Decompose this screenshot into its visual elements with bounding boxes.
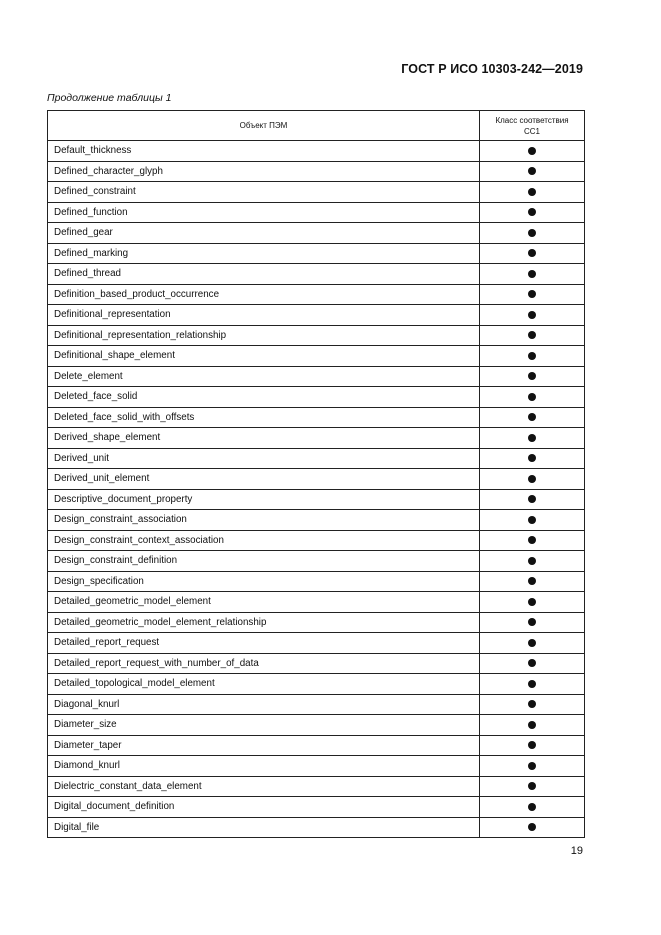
conformance-cell [480, 571, 585, 592]
object-name-cell: Detailed_geometric_model_element [48, 592, 480, 613]
table-row [48, 202, 585, 223]
object-name-cell: Deleted_face_solid [48, 387, 480, 408]
bullet-dot-icon [528, 249, 536, 257]
table-row [48, 305, 585, 326]
table-row [48, 817, 585, 838]
conformance-cell [480, 448, 585, 469]
conformance-cell [480, 776, 585, 797]
conformance-cell [480, 653, 585, 674]
object-name-cell: Definitional_shape_element [48, 346, 480, 367]
object-name-cell: Definitional_representation_relationship [48, 325, 480, 346]
table-caption: Продолжение таблицы 1 [47, 92, 172, 104]
table-row [48, 325, 585, 346]
bullet-dot-icon [528, 495, 536, 503]
object-name-cell: Diameter_taper [48, 735, 480, 756]
bullet-dot-icon [528, 557, 536, 565]
table-body [48, 141, 585, 838]
column-header-conformance-class: Класс соответствия CC1 [480, 111, 585, 141]
bullet-dot-icon [528, 311, 536, 319]
table-row [48, 489, 585, 510]
conformance-cell [480, 715, 585, 736]
conformance-table [47, 110, 585, 838]
table-row [48, 366, 585, 387]
object-name-cell: Derived_shape_element [48, 428, 480, 449]
table-row [48, 715, 585, 736]
conformance-cell [480, 223, 585, 244]
conformance-cell [480, 489, 585, 510]
object-name-cell: Digital_file [48, 817, 480, 838]
conformance-cell [480, 141, 585, 162]
bullet-dot-icon [528, 680, 536, 688]
conformance-cell [480, 510, 585, 531]
bullet-dot-icon [528, 659, 536, 667]
bullet-dot-icon [528, 188, 536, 196]
table-row [48, 346, 585, 367]
conformance-cell [480, 202, 585, 223]
table-row [48, 284, 585, 305]
table-row [48, 141, 585, 162]
bullet-dot-icon [528, 331, 536, 339]
conformance-cell [480, 756, 585, 777]
conformance-cell [480, 694, 585, 715]
conformance-cell [480, 387, 585, 408]
bullet-dot-icon [528, 741, 536, 749]
object-name-cell: Detailed_report_request [48, 633, 480, 654]
conformance-cell [480, 407, 585, 428]
bullet-dot-icon [528, 577, 536, 585]
object-name-cell: Design_constraint_context_association [48, 530, 480, 551]
table-row [48, 694, 585, 715]
bullet-dot-icon [528, 536, 536, 544]
bullet-dot-icon [528, 762, 536, 770]
bullet-dot-icon [528, 823, 536, 831]
conformance-cell [480, 264, 585, 285]
table-row [48, 448, 585, 469]
object-name-cell: Derived_unit_element [48, 469, 480, 490]
table-row [48, 243, 585, 264]
conformance-cell [480, 674, 585, 695]
table-row [48, 161, 585, 182]
object-name-cell: Detailed_topological_model_element [48, 674, 480, 695]
table-row [48, 776, 585, 797]
bullet-dot-icon [528, 147, 536, 155]
conformance-cell [480, 182, 585, 203]
object-name-cell: Digital_document_definition [48, 797, 480, 818]
conformance-cell [480, 817, 585, 838]
object-name-cell: Detailed_geometric_model_element_relationship [48, 612, 480, 633]
object-name-cell: Defined_gear [48, 223, 480, 244]
bullet-dot-icon [528, 208, 536, 216]
object-name-cell: Defined_thread [48, 264, 480, 285]
conformance-cell [480, 735, 585, 756]
table-row [48, 571, 585, 592]
object-name-cell: Diameter_size [48, 715, 480, 736]
table-row [48, 797, 585, 818]
table-row [48, 182, 585, 203]
object-name-cell: Deleted_face_solid_with_offsets [48, 407, 480, 428]
conformance-cell [480, 243, 585, 264]
conformance-cell [480, 161, 585, 182]
object-name-cell: Diagonal_knurl [48, 694, 480, 715]
table-row [48, 735, 585, 756]
bullet-dot-icon [528, 475, 536, 483]
bullet-dot-icon [528, 167, 536, 175]
table-row [48, 551, 585, 572]
object-name-cell: Design_constraint_association [48, 510, 480, 531]
bullet-dot-icon [528, 639, 536, 647]
bullet-dot-icon [528, 413, 536, 421]
table-row [48, 592, 585, 613]
bullet-dot-icon [528, 516, 536, 524]
object-name-cell: Defined_marking [48, 243, 480, 264]
object-name-cell: Defined_constraint [48, 182, 480, 203]
bullet-dot-icon [528, 700, 536, 708]
conformance-cell [480, 797, 585, 818]
table-row [48, 756, 585, 777]
bullet-dot-icon [528, 782, 536, 790]
bullet-dot-icon [528, 270, 536, 278]
table-row [48, 469, 585, 490]
conformance-cell [480, 428, 585, 449]
object-name-cell: Defined_function [48, 202, 480, 223]
conformance-cell [480, 325, 585, 346]
table-row [48, 387, 585, 408]
bullet-dot-icon [528, 229, 536, 237]
table-row [48, 653, 585, 674]
table-row [48, 633, 585, 654]
conformance-cell [480, 530, 585, 551]
object-name-cell: Defined_character_glyph [48, 161, 480, 182]
conformance-cell [480, 284, 585, 305]
table-row [48, 510, 585, 531]
bullet-dot-icon [528, 803, 536, 811]
bullet-dot-icon [528, 598, 536, 606]
bullet-dot-icon [528, 454, 536, 462]
conformance-cell [480, 592, 585, 613]
table-header-row [48, 111, 585, 141]
table-row [48, 530, 585, 551]
bullet-dot-icon [528, 393, 536, 401]
object-name-cell: Design_constraint_definition [48, 551, 480, 572]
table-row [48, 428, 585, 449]
table-row [48, 674, 585, 695]
object-name-cell: Dielectric_constant_data_element [48, 776, 480, 797]
conformance-cell [480, 633, 585, 654]
table-row [48, 264, 585, 285]
bullet-dot-icon [528, 721, 536, 729]
page-number: 19 [570, 845, 583, 857]
conformance-cell [480, 305, 585, 326]
bullet-dot-icon [528, 352, 536, 360]
bullet-dot-icon [528, 618, 536, 626]
column-header-object: Объект ПЭМ [48, 111, 480, 141]
object-name-cell: Definition_based_product_occurrence [48, 284, 480, 305]
object-name-cell: Design_specification [48, 571, 480, 592]
bullet-dot-icon [528, 372, 536, 380]
document-header: ГОСТ Р ИСО 10303-242—2019 [401, 62, 583, 76]
table-row [48, 612, 585, 633]
conformance-cell [480, 346, 585, 367]
bullet-dot-icon [528, 434, 536, 442]
bullet-dot-icon [528, 290, 536, 298]
object-name-cell: Descriptive_document_property [48, 489, 480, 510]
object-name-cell: Diamond_knurl [48, 756, 480, 777]
conformance-cell [480, 366, 585, 387]
object-name-cell: Detailed_report_request_with_number_of_data [48, 653, 480, 674]
conformance-cell [480, 469, 585, 490]
object-name-cell: Definitional_representation [48, 305, 480, 326]
table-row [48, 223, 585, 244]
object-name-cell: Default_thickness [48, 141, 480, 162]
object-name-cell: Derived_unit [48, 448, 480, 469]
table-row [48, 407, 585, 428]
conformance-cell [480, 612, 585, 633]
object-name-cell: Delete_element [48, 366, 480, 387]
conformance-cell [480, 551, 585, 572]
